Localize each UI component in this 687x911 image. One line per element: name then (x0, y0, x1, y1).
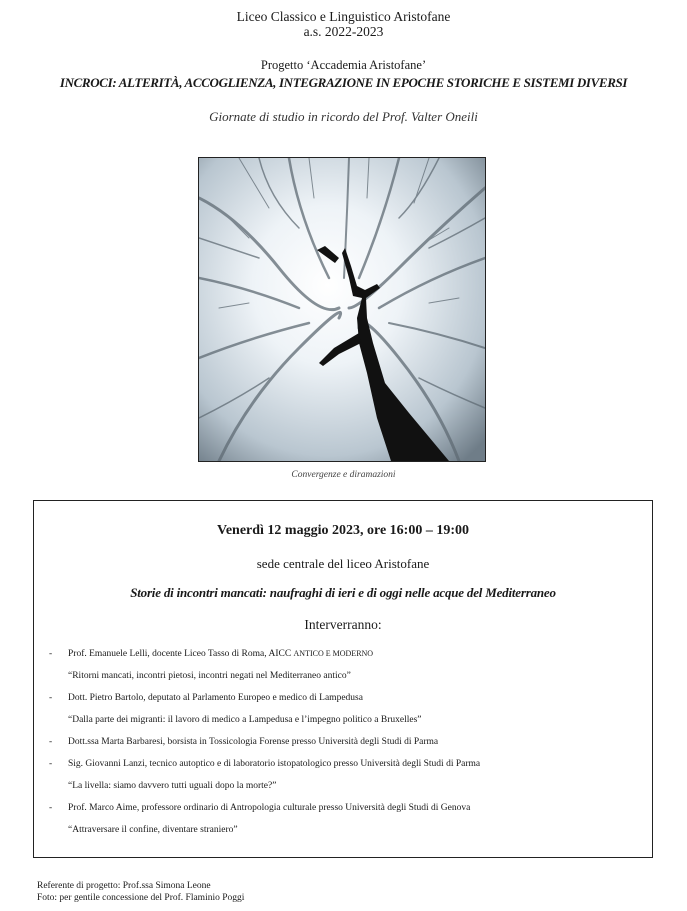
list-item (49, 692, 639, 726)
tree-photo (198, 157, 486, 462)
bullet: - (49, 649, 53, 659)
project-referent: Referente di progetto: Prof.ssa Simona Leone (37, 881, 211, 891)
school-year: a.s. 2022-2023 (303, 24, 384, 39)
list-item (49, 758, 639, 792)
footer (37, 880, 244, 904)
talk-title: “Ritorni mancati, incontri pietosi, incontri negati nel Mediterraneo antico” (68, 671, 351, 681)
bullet: - (49, 737, 53, 747)
event-date: Venerdì 12 maggio 2023, ore 16:00 – 19:00 (217, 523, 469, 538)
event-venue: sede centrale del liceo Aristofane (256, 556, 430, 571)
speaker-name: Prof. Emanuele Lelli, docente Liceo Tasso di Roma, AICC (68, 649, 292, 659)
event-theme: Storie di incontri mancati: naufraghi di ieri e di oggi nelle acque del Mediterraneo (130, 585, 556, 600)
talk-title: “Attraversare il confine, diventare straniero” (68, 825, 238, 835)
school-name: Liceo Classico e Linguistico Aristofane (236, 9, 451, 24)
bullet: - (49, 693, 53, 703)
page-title: INCROCI: ALTERITÀ, ACCOGLIENZA, INTEGRAZIONE IN EPOCHE STORICHE E SISTEMI DIVERSI (59, 75, 628, 90)
bullet: - (49, 759, 53, 769)
speaker-list (49, 648, 639, 846)
speaker-affiliation: ANTICO E MODERNO (293, 649, 374, 658)
bullet: - (49, 803, 53, 813)
event-box (33, 500, 653, 858)
talk-title: “La livella: siamo davvero tutti uguali dopo la morte?” (68, 781, 277, 791)
list-item (49, 736, 639, 748)
page-subtitle: Giornate di studio in ricordo del Prof. Valter Oneili (209, 109, 478, 124)
project-name: Progetto ‘Accademia Aristofane’ (260, 58, 427, 72)
speaker-name: Dott.ssa Marta Barbaresi, borsista in Tossicologia Forense presso Università degli Studi di Parma (68, 737, 439, 747)
talk-title: “Dalla parte dei migranti: il lavoro di medico a Lampedusa e l’impegno politico a Bruxelles” (68, 715, 422, 725)
speaker-name: Sig. Giovanni Lanzi, tecnico autoptico e di laboratorio istopatologico presso Università degli Studi di Parma (68, 759, 481, 769)
photo-credit: Foto: per gentile concessione del Prof. Flaminio Poggi (37, 893, 245, 903)
school-header (0, 9, 687, 39)
list-item (49, 802, 639, 836)
photo-caption: Convergenze e diramazioni (291, 470, 396, 480)
speaker-name: Dott. Pietro Bartolo, deputato al Parlamento Europeo e medico di Lampedusa (68, 693, 363, 703)
list-item (49, 648, 639, 682)
speaker-name: Prof. Marco Aime, professore ordinario di Antropologia culturale presso Università degli Studi di Genova (68, 803, 471, 813)
speakers-title: Interverranno: (304, 617, 382, 632)
